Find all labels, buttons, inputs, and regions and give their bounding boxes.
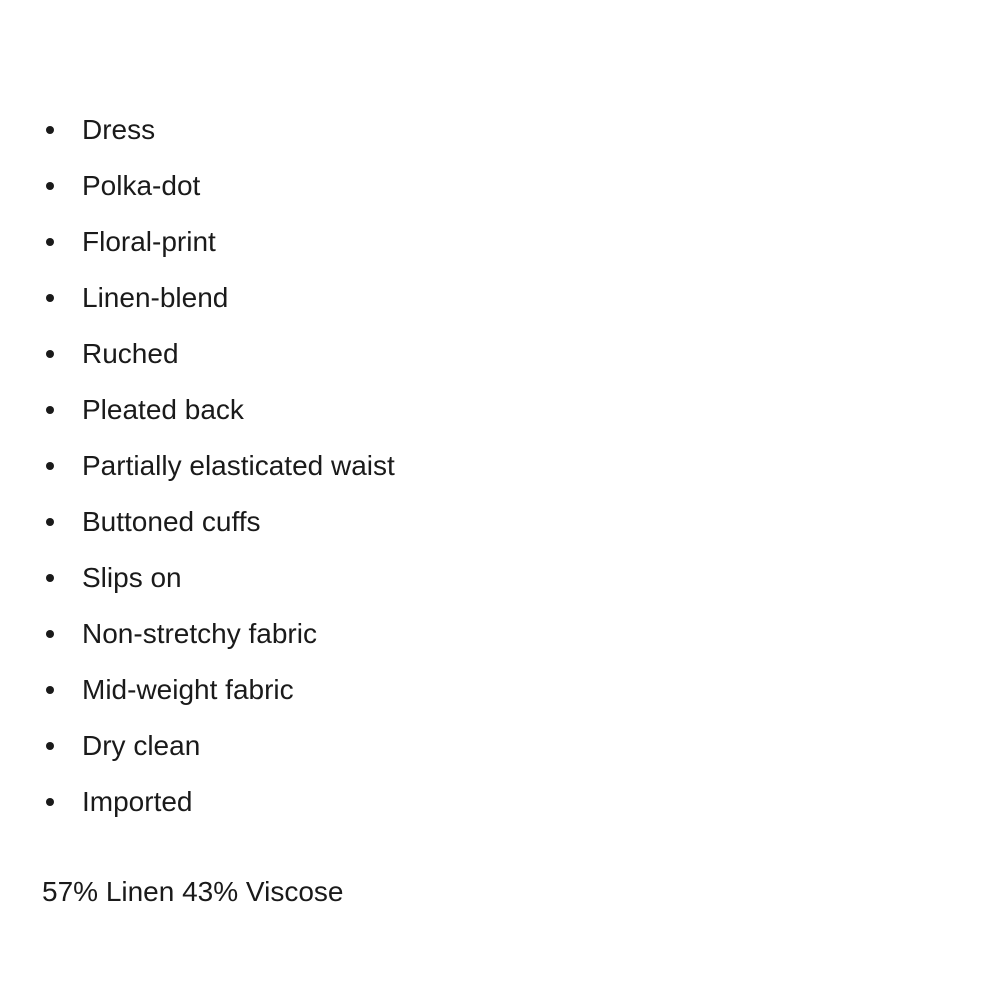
feature-text: Dress: [82, 114, 156, 145]
fabric-composition: 57% Linen 43% Viscose: [42, 876, 344, 907]
bullet-dot-icon: [46, 238, 54, 246]
feature-text: Partially elasticated waist: [82, 450, 395, 481]
list-item: [42, 556, 942, 612]
feature-text: Slips on: [82, 562, 182, 593]
bullet-dot-icon: [46, 406, 54, 414]
list-item: [42, 388, 942, 444]
list-item: [42, 108, 942, 164]
feature-text: Non-stretchy fabric: [82, 618, 317, 649]
bullet-dot-icon: [46, 182, 54, 190]
feature-text: Dry clean: [82, 730, 201, 761]
feature-text: Buttoned cuffs: [82, 506, 261, 537]
bullet-dot-icon: [46, 518, 54, 526]
list-item: [42, 780, 942, 836]
list-item: [42, 444, 942, 500]
feature-text: Polka-dot: [82, 170, 201, 201]
feature-text: Mid-weight fabric: [82, 674, 294, 705]
list-item: [42, 724, 942, 780]
list-item: [42, 612, 942, 668]
bullet-dot-icon: [46, 350, 54, 358]
bullet-dot-icon: [46, 630, 54, 638]
bullet-dot-icon: [46, 294, 54, 302]
list-item: [42, 164, 942, 220]
bullet-dot-icon: [46, 686, 54, 694]
list-item: [42, 220, 942, 276]
bullet-dot-icon: [46, 574, 54, 582]
feature-text: Linen-blend: [82, 282, 229, 313]
bullet-dot-icon: [46, 462, 54, 470]
list-item: [42, 668, 942, 724]
feature-text: Imported: [82, 786, 193, 817]
bullet-dot-icon: [46, 126, 54, 134]
list-item: [42, 500, 942, 556]
bullet-dot-icon: [46, 798, 54, 806]
feature-text: Floral-print: [82, 226, 216, 257]
bullet-dot-icon: [46, 742, 54, 750]
list-item: [42, 332, 942, 388]
feature-text: Pleated back: [82, 394, 244, 425]
product-features-list: [42, 108, 942, 836]
feature-text: Ruched: [82, 338, 179, 369]
list-item: [42, 276, 942, 332]
